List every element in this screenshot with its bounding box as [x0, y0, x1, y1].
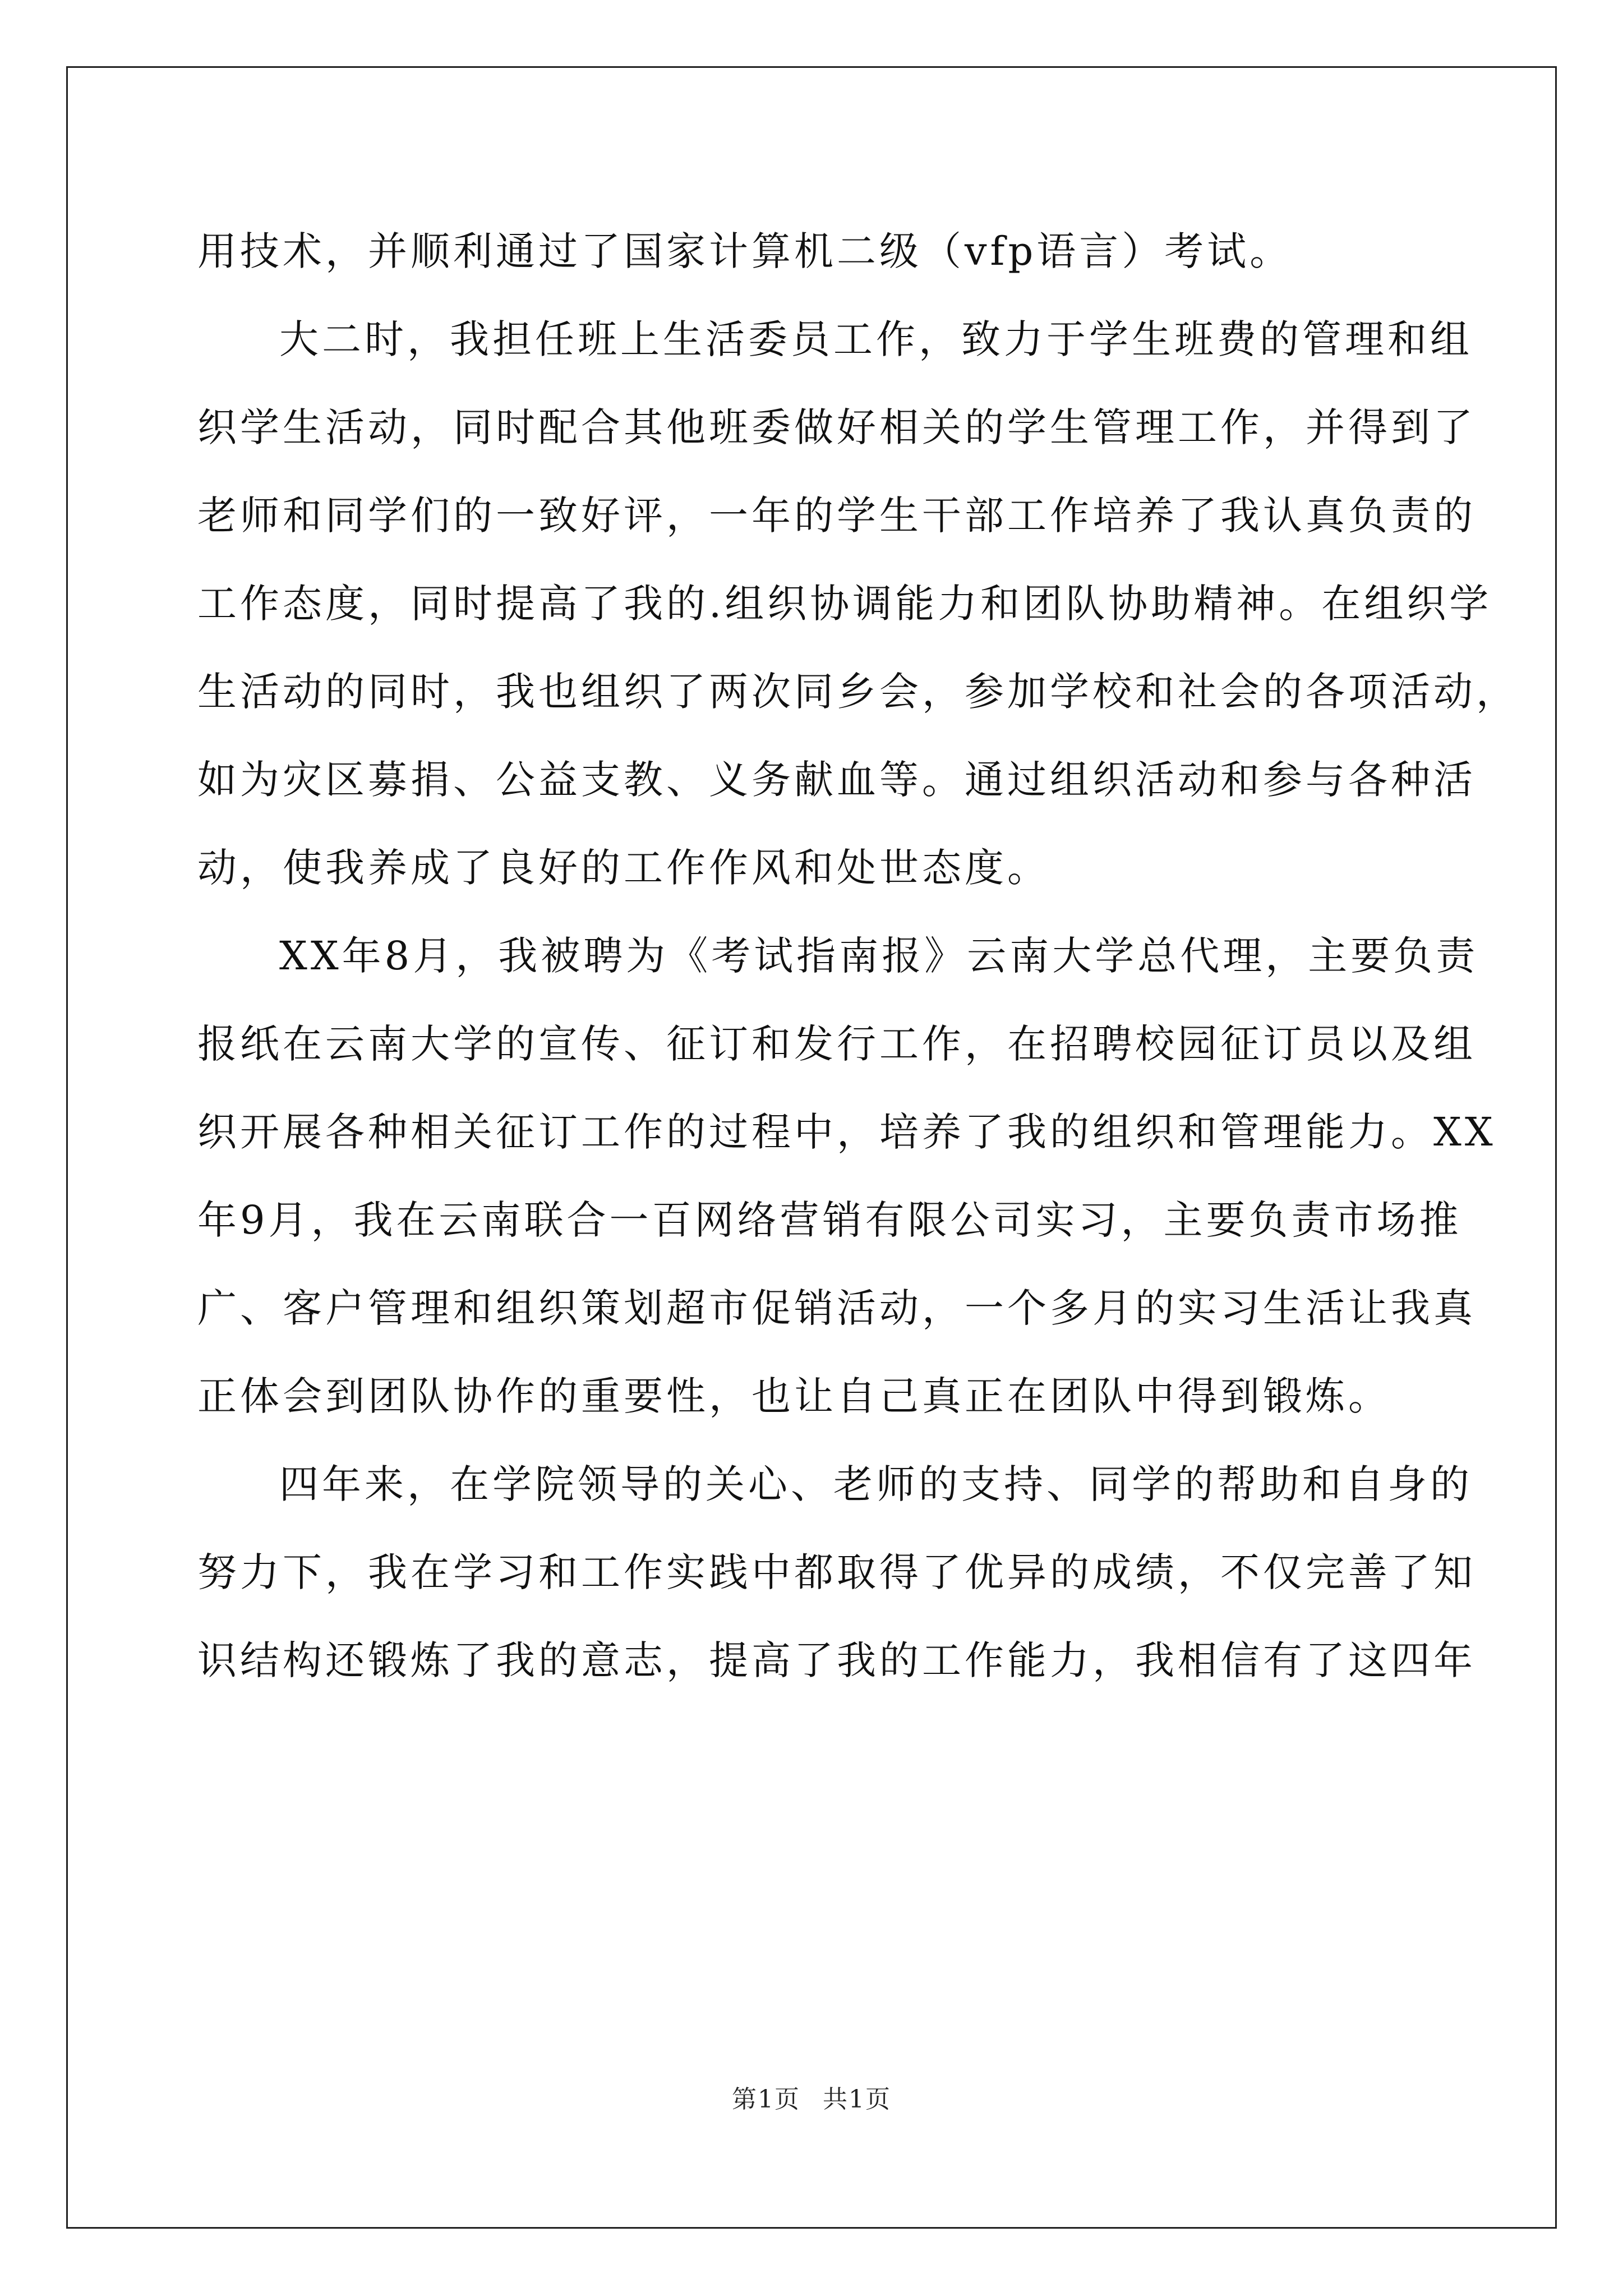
text-line: 报纸在云南大学的宣传、征订和发行工作，在招聘校园征订员以及组	[197, 1021, 1476, 1067]
text-line: 织学生活动，同时配合其他班委做好相关的学生管理工作，并得到了	[197, 404, 1476, 450]
text-line: 动，使我养成了良好的工作作风和处世态度。	[197, 845, 1050, 891]
text-line: 如为灾区募捐、公益支教、义务献血等。通过组织活动和参与各种活	[197, 757, 1476, 803]
text-line: 用技术，并顺利通过了国家计算机二级（vfp语言）考试。	[197, 228, 1293, 274]
text-line: 广、客户管理和组织策划超市促销活动，一个多月的实习生活让我真	[197, 1285, 1476, 1331]
page-footer	[0, 2079, 1623, 2115]
document-body	[197, 208, 1519, 1705]
paragraph-start-line: 大二时，我担任班上生活委员工作，致力于学生班费的管理和组	[279, 316, 1473, 362]
text-line: 生活动的同时，我也组织了两次同乡会，参加学校和社会的各项活动，	[197, 669, 1519, 715]
text-line: 正体会到团队协作的重要性，也让自己真正在团队中得到锻炼。	[197, 1373, 1391, 1419]
page-number: 第1页	[732, 2085, 800, 2114]
paragraph-start-line: XX年8月，我被聘为《考试指南报》云南大学总代理，主要负责	[279, 933, 1479, 979]
text-line: 织开展各种相关征订工作的过程中，培养了我的组织和管理能力。XX	[197, 1109, 1496, 1155]
page-total: 共1页	[823, 2085, 891, 2114]
text-line: 努力下，我在学习和工作实践中都取得了优异的成绩，不仅完善了知	[197, 1549, 1476, 1595]
text-line: 年9月，我在云南联合一百网络营销有限公司实习，主要负责市场推	[197, 1197, 1462, 1243]
text-line: 老师和同学们的一致好评，一年的学生干部工作培养了我认真负责的	[197, 493, 1476, 539]
text-line: 工作态度，同时提高了我的.组织协调能力和团队协助精神。在组织学	[197, 581, 1492, 627]
text-line: 识结构还锻炼了我的意志，提高了我的工作能力，我相信有了这四年	[197, 1637, 1476, 1683]
paragraph-start-line: 四年来，在学院领导的关心、老师的支持、同学的帮助和自身的	[279, 1461, 1473, 1507]
